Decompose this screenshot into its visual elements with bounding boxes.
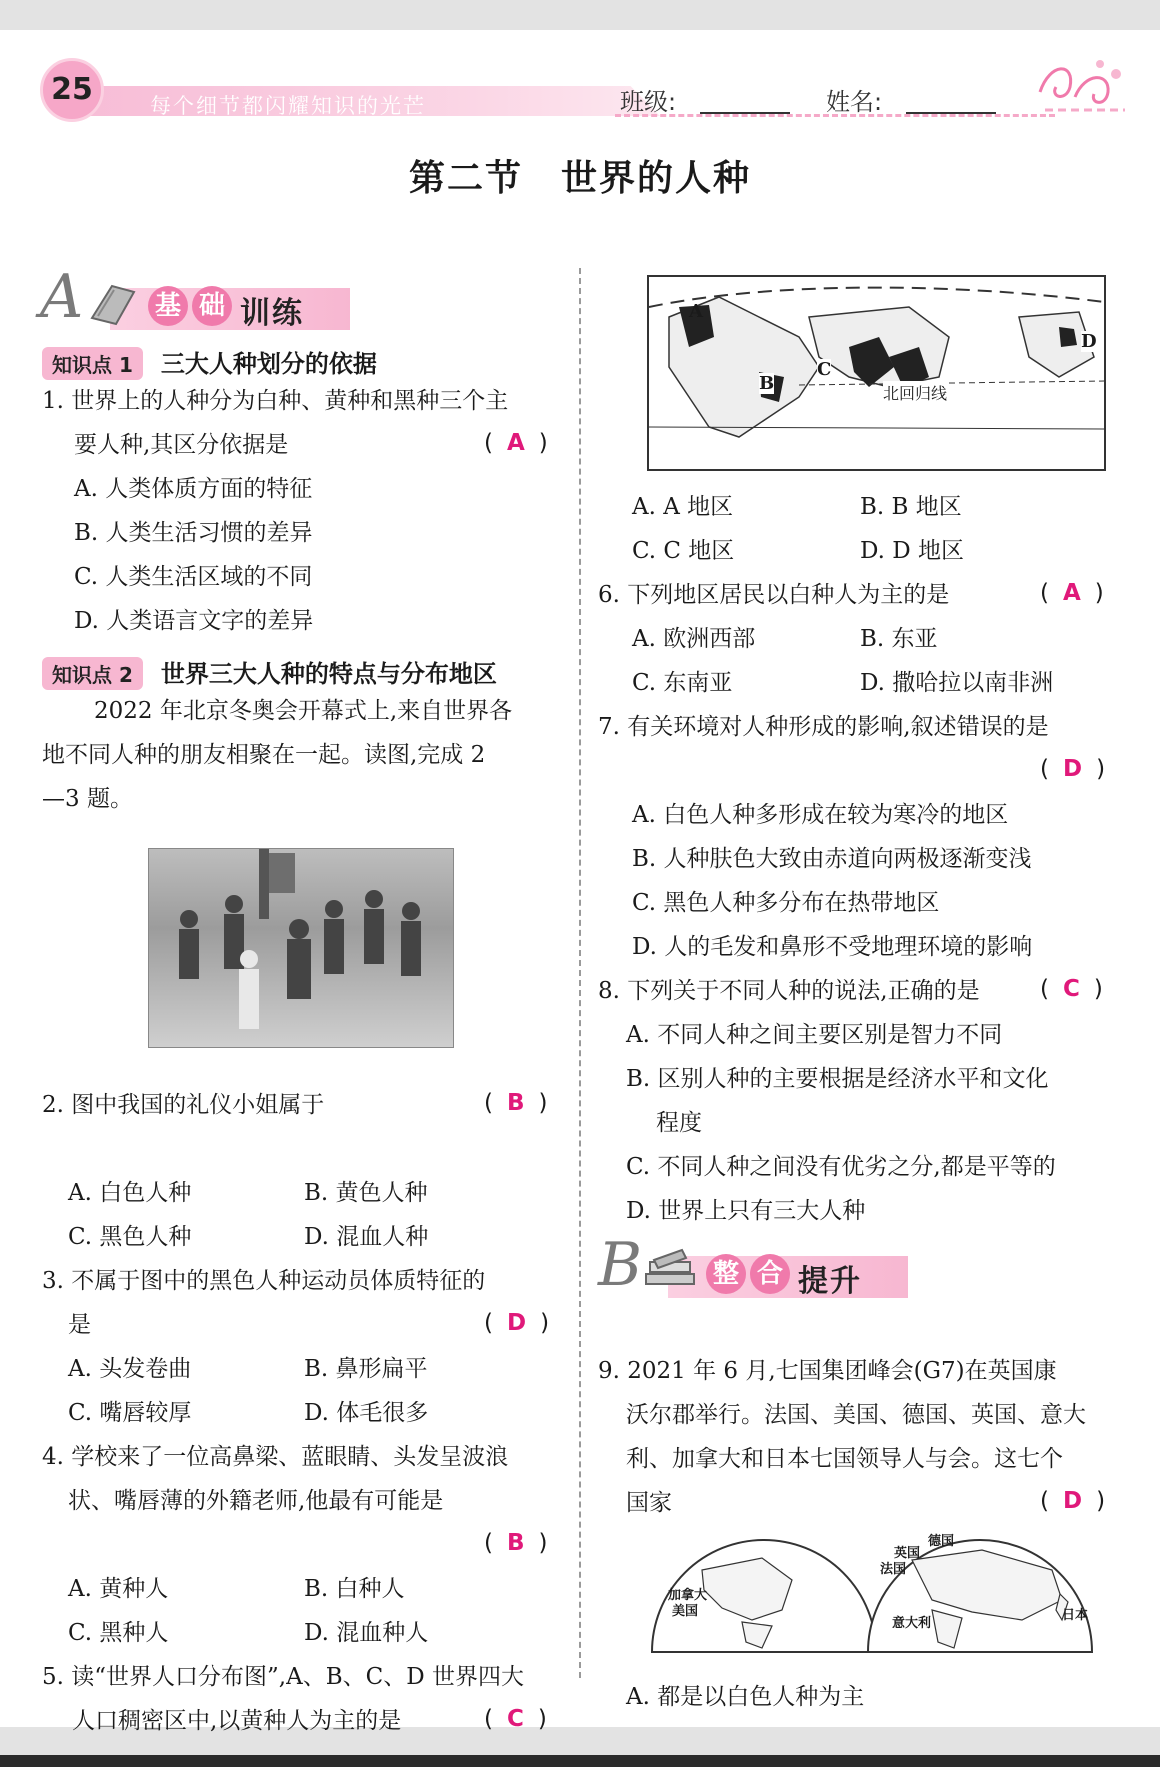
- name-field[interactable]: [906, 112, 996, 114]
- section-char-2: 础: [192, 286, 232, 326]
- q1-stem: 1. 世界上的人种分为白种、黄种和黑种三个主: [42, 388, 509, 414]
- passage-line: 2022 年北京冬奥会开幕式上,来自世界各: [94, 698, 513, 724]
- g7-map-drawing: [642, 1530, 1102, 1655]
- q3-answer: ( D ): [484, 1310, 550, 1336]
- map-tropic-label: 北回归线: [883, 381, 947, 404]
- q4-answer: ( B ): [484, 1530, 548, 1556]
- passage-line: 地不同人种的朋友相聚在一起。读图,完成 2: [42, 742, 486, 768]
- olympics-photo: [148, 848, 454, 1048]
- column-divider: [579, 268, 581, 1678]
- section-char-1: 整: [706, 1254, 746, 1294]
- label-canada: 加拿大: [668, 1588, 708, 1603]
- q3-stem-cont: 是: [68, 1312, 91, 1338]
- passage-line: —3 题。: [42, 786, 133, 812]
- q2-option[interactable]: C. 黑色人种: [68, 1224, 192, 1250]
- map-point-c: C: [817, 359, 832, 380]
- q5-option[interactable]: C. C 地区: [632, 538, 735, 564]
- books-icon: [642, 1248, 698, 1294]
- page-header: [40, 52, 1122, 128]
- q6-option[interactable]: B. 东亚: [860, 626, 938, 652]
- section-char-2: 合: [750, 1254, 790, 1294]
- q2-option[interactable]: A. 白色人种: [68, 1180, 192, 1206]
- q5-stem-cont: 人口稠密区中,以黄种人为主的是: [72, 1708, 402, 1734]
- q7-option[interactable]: A. 白色人种多形成在较为寒冷的地区: [632, 802, 1009, 828]
- q7-option[interactable]: C. 黑色人种多分布在热带地区: [632, 890, 940, 916]
- q6-option[interactable]: C. 东南亚: [632, 670, 733, 696]
- class-label: 班级:: [620, 88, 677, 116]
- athletes-illustration: [149, 849, 453, 1047]
- q4-option[interactable]: B. 白种人: [304, 1576, 405, 1602]
- q8-stem: 8. 下列关于不同人种的说法,正确的是: [598, 978, 980, 1004]
- section-char-1: 基: [148, 286, 188, 326]
- label-italy: 意大利: [892, 1616, 932, 1631]
- knowledge-point-1: [42, 344, 377, 380]
- q1-option[interactable]: A. 人类体质方面的特征: [74, 476, 313, 502]
- kp-tag: 知识点 2: [42, 657, 143, 690]
- section-a-banner: [40, 262, 360, 334]
- kp-title: 世界三大人种的特点与分布地区: [160, 660, 497, 688]
- q4-option[interactable]: A. 黄种人: [68, 1576, 169, 1602]
- q3-stem: 3. 不属于图中的黑色人种运动员体质特征的: [42, 1268, 486, 1294]
- q6-option[interactable]: A. 欧洲西部: [632, 626, 756, 652]
- label-japan: 日本: [1062, 1608, 1089, 1623]
- q3-option[interactable]: C. 嘴唇较厚: [68, 1400, 192, 1426]
- map-point-d: D: [1081, 331, 1097, 352]
- q5-answer: ( C ): [484, 1706, 547, 1732]
- g7-map: [642, 1530, 1102, 1655]
- q3-option[interactable]: A. 头发卷曲: [68, 1356, 192, 1382]
- q8-option-cont: 程度: [656, 1110, 702, 1136]
- q8-option[interactable]: A. 不同人种之间主要区别是智力不同: [626, 1022, 1003, 1048]
- q3-option[interactable]: B. 鼻形扁平: [304, 1356, 428, 1382]
- flourish-icon: [1030, 52, 1130, 122]
- q8-option[interactable]: D. 世界上只有三大人种: [626, 1198, 866, 1224]
- q2-stem: 2. 图中我国的礼仪小姐属于: [42, 1092, 325, 1118]
- section-rest: 训练: [240, 296, 304, 331]
- header-motto: 每个细节都闪耀知识的光芒: [150, 94, 426, 118]
- q6-stem: 6. 下列地区居民以白种人为主的是: [598, 582, 950, 608]
- q8-answer: ( C ): [1040, 976, 1103, 1002]
- label-france: 法国: [880, 1562, 907, 1577]
- q7-answer: ( D ): [1040, 756, 1106, 782]
- q5-option[interactable]: A. A 地区: [632, 494, 734, 520]
- map-point-b: B: [759, 373, 775, 394]
- q6-option[interactable]: D. 撒哈拉以南非洲: [860, 670, 1054, 696]
- label-usa: 美国: [672, 1604, 699, 1619]
- section-letter: B: [598, 1230, 643, 1300]
- label-germany: 德国: [928, 1534, 955, 1549]
- q5-option[interactable]: B. B 地区: [860, 494, 962, 520]
- map-point-a: A: [689, 301, 703, 322]
- q2-option[interactable]: D. 混血人种: [304, 1224, 429, 1250]
- q1-answer: ( A ): [484, 430, 548, 456]
- q1-option[interactable]: B. 人类生活习惯的差异: [74, 520, 313, 546]
- q3-option[interactable]: D. 体毛很多: [304, 1400, 429, 1426]
- q7-option[interactable]: B. 人种肤色大致由赤道向两极逐渐变浅: [632, 846, 1032, 872]
- q9-stem-cont: 利、加拿大和日本七国领导人与会。这七个: [626, 1446, 1063, 1472]
- q1-stem-cont: 要人种,其区分依据是: [74, 432, 289, 458]
- q1-option[interactable]: C. 人类生活区域的不同: [74, 564, 313, 590]
- bottom-bar: [0, 1755, 1160, 1767]
- q4-option[interactable]: C. 黑种人: [68, 1620, 169, 1646]
- q8-option[interactable]: C. 不同人种之间没有优劣之分,都是平等的: [626, 1154, 1056, 1180]
- worksheet-page: [0, 30, 1160, 1727]
- kp-tag: 知识点 1: [42, 347, 143, 380]
- section-b-banner: [598, 1230, 918, 1302]
- name-label: 姓名:: [826, 88, 883, 116]
- world-population-map: [647, 275, 1106, 471]
- q8-option[interactable]: B. 区别人种的主要根据是经济水平和文化: [626, 1066, 1049, 1092]
- page-number: 25: [40, 58, 104, 122]
- page-title: 第二节 世界的人种: [408, 157, 751, 199]
- q7-stem: 7. 有关环境对人种形成的影响,叙述错误的是: [598, 714, 1049, 740]
- section-letter: A: [40, 262, 84, 332]
- q5-option[interactable]: D. D 地区: [860, 538, 964, 564]
- kp-title: 三大人种划分的依据: [160, 350, 377, 378]
- population-map-drawing: [649, 277, 1104, 469]
- q1-option[interactable]: D. 人类语言文字的差异: [74, 608, 314, 634]
- q9-stem: 9. 2021 年 6 月,七国集团峰会(G7)在英国康: [598, 1358, 1057, 1384]
- label-uk: 英国: [894, 1546, 921, 1561]
- book-icon: [88, 278, 138, 326]
- knowledge-point-2: [42, 654, 497, 690]
- q9-option[interactable]: A. 都是以白色人种为主: [626, 1684, 865, 1710]
- class-field[interactable]: [700, 112, 790, 114]
- q9-stem-cont: 国家: [626, 1490, 672, 1516]
- q4-option[interactable]: D. 混血种人: [304, 1620, 429, 1646]
- q4-stem: 4. 学校来了一位高鼻梁、蓝眼睛、头发呈波浪: [42, 1444, 509, 1470]
- q2-answer: ( B ): [484, 1090, 548, 1116]
- q9-answer: ( D ): [1040, 1488, 1106, 1514]
- section-rest: 提升: [798, 1264, 862, 1299]
- q5-stem: 5. 读“世界人口分布图”,A、B、C、D 世界四大: [42, 1664, 524, 1690]
- q6-answer: ( A ): [1040, 580, 1104, 606]
- q4-stem-cont: 状、嘴唇薄的外籍老师,他最有可能是: [68, 1488, 444, 1514]
- q7-option[interactable]: D. 人的毛发和鼻形不受地理环境的影响: [632, 934, 1033, 960]
- q9-stem-cont: 沃尔郡举行。法国、美国、德国、英国、意大: [626, 1402, 1086, 1428]
- q2-option[interactable]: B. 黄色人种: [304, 1180, 428, 1206]
